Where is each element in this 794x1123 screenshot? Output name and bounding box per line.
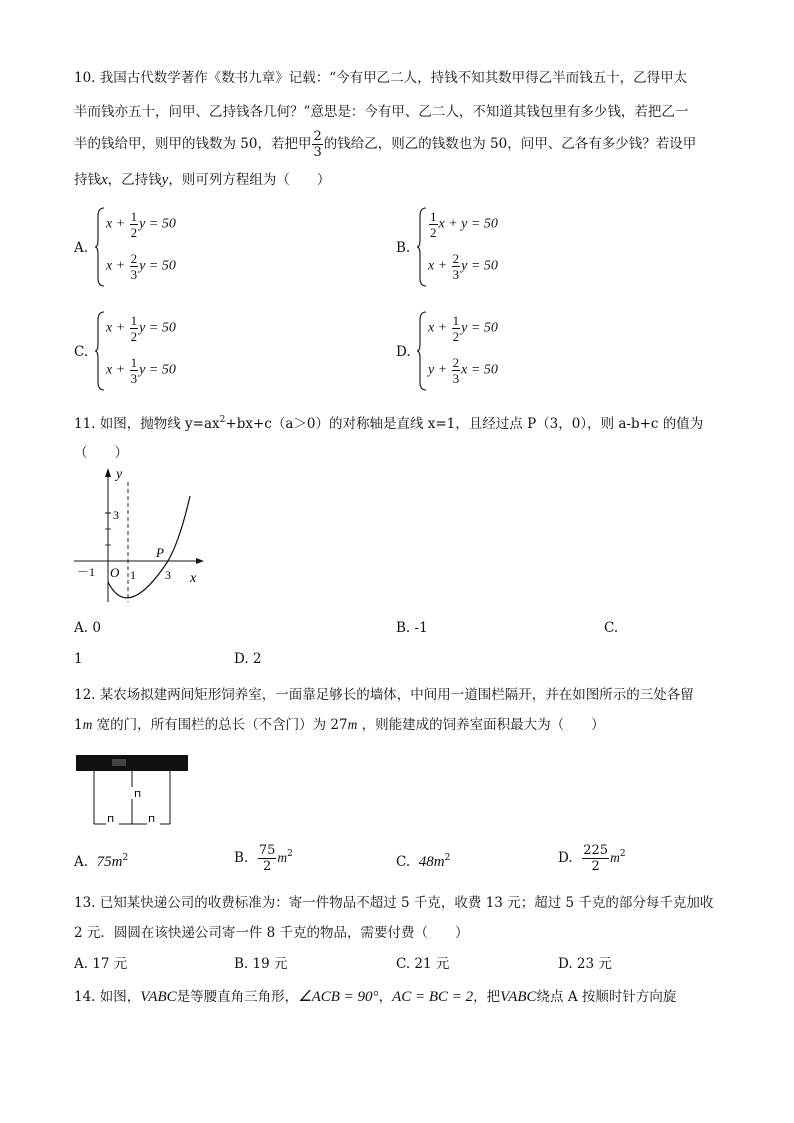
graph-label-origin: O: [110, 565, 120, 580]
q10-line-3-part2: 的钱给乙，则乙的钱数也为 50，问甲、乙各有多少钱？若设甲: [323, 136, 697, 152]
graph-label-1: 1: [130, 568, 136, 582]
q11-option-d[interactable]: D. 2: [234, 651, 262, 667]
graph-label-3: 3: [113, 508, 119, 522]
x-axis-arrow-icon: [196, 558, 204, 564]
fraction-two-thirds: $\frac{2}{3}$: [313, 129, 322, 160]
q11-option-c-label[interactable]: C.: [604, 620, 619, 636]
farm-enclosure-diagram: [74, 753, 194, 829]
door-right-icon: п: [148, 812, 156, 825]
parabola-graph: [72, 462, 212, 612]
door-middle-icon: п: [134, 787, 142, 800]
brace-icon: [94, 206, 106, 288]
var-y: y: [161, 172, 169, 188]
graph-label-p: P: [156, 545, 164, 560]
q12-line-1: 12. 某农场拟建两间矩形饲养室，一面靠足够长的墙体，中间用一道围栏隔开，并在如图所示的三处各留: [74, 687, 694, 703]
q13-option-c[interactable]: C. 21 元: [396, 956, 450, 972]
q10-option-d-label[interactable]: D.: [396, 344, 411, 360]
var-x: x: [101, 172, 108, 188]
q13-line-1: 13. 已知某快递公司的收费标准为：寄一件物品不超过 5 千克，收费 13 元；超过 5 千克的部分每千克加收: [74, 895, 714, 911]
q12-option-c[interactable]: C. $48m^2$: [396, 853, 451, 870]
wall: [76, 755, 188, 771]
q12-option-b[interactable]: B. $\frac{75}{2}$ $m^2$: [234, 843, 293, 874]
q13-option-b[interactable]: B. 19 元: [234, 956, 288, 972]
q10-option-a-label[interactable]: A.: [74, 240, 89, 256]
graph-label-y: y: [116, 467, 123, 482]
q12-option-a[interactable]: A. $75m^2$: [74, 853, 129, 870]
q10-line-3-part1: 半的钱给甲，则甲的钱数为 50，若把甲: [74, 136, 312, 152]
q10-line-3: [74, 129, 696, 160]
q13-line-2: 2 元．圆圆在该快递公司寄一件 8 千克的物品，需要付费（ ）: [74, 925, 469, 941]
brace-icon: [416, 310, 428, 392]
graph-label-x: x: [190, 571, 197, 586]
parabola-curve: [108, 496, 190, 598]
q12-option-d[interactable]: D. $\frac{225}{2}$ $m^2$: [558, 843, 626, 874]
graph-label-neg1: －1: [77, 565, 96, 579]
q11-option-b[interactable]: B. -1: [396, 620, 428, 636]
q13-option-d[interactable]: D. 23 元: [558, 956, 612, 972]
q10-line-1: 10. 我国古代数学著作《数书九章》记载：“今有甲乙二人，持钱不知其数甲得乙半而钱五十，乙得甲太: [74, 70, 688, 86]
q12-line-2: 1m 宽的门，所有围栏的总长（不含门）为 27m ，则能建成的饲养室面积最大为（ ）: [74, 717, 605, 733]
q10-option-c-label[interactable]: C.: [74, 344, 89, 360]
q10-option-b-label[interactable]: B.: [396, 240, 411, 256]
q10-line-2: 半而钱亦五十，问甲、乙持钱各几何？”意思是：今有甲、乙二人，不知道其钱包里有多少钱，若把乙一: [74, 104, 689, 120]
wall-texture: [112, 759, 126, 766]
q13-option-a[interactable]: A. 17 元: [74, 956, 128, 972]
graph-label-3-x: 3: [165, 568, 171, 582]
q11-option-a[interactable]: A. 0: [74, 620, 101, 636]
q11-line-2: （ ）: [74, 445, 128, 461]
q10-line-4: 持钱x，乙持钱y，则可列方程组为（ ）: [74, 172, 331, 188]
brace-icon: [94, 310, 106, 392]
y-axis-arrow-icon: [105, 468, 111, 477]
brace-icon: [416, 206, 428, 288]
q11-option-c-value[interactable]: 1: [74, 651, 83, 667]
door-left-icon: п: [107, 812, 115, 825]
q11-line-1: 11. 如图，抛物线 $y=ax^2+bx+c(a>0)$的对称轴是直线 x=1，且经过点 P（3，0），则 a-b+c 的值为: [74, 415, 704, 432]
q14-line-1: 14. 如图，VABC是等腰直角三角形，∠ACB = 90°，AC = BC = 2，把VABC绕点 A 按顺时针方向旋: [74, 989, 677, 1005]
